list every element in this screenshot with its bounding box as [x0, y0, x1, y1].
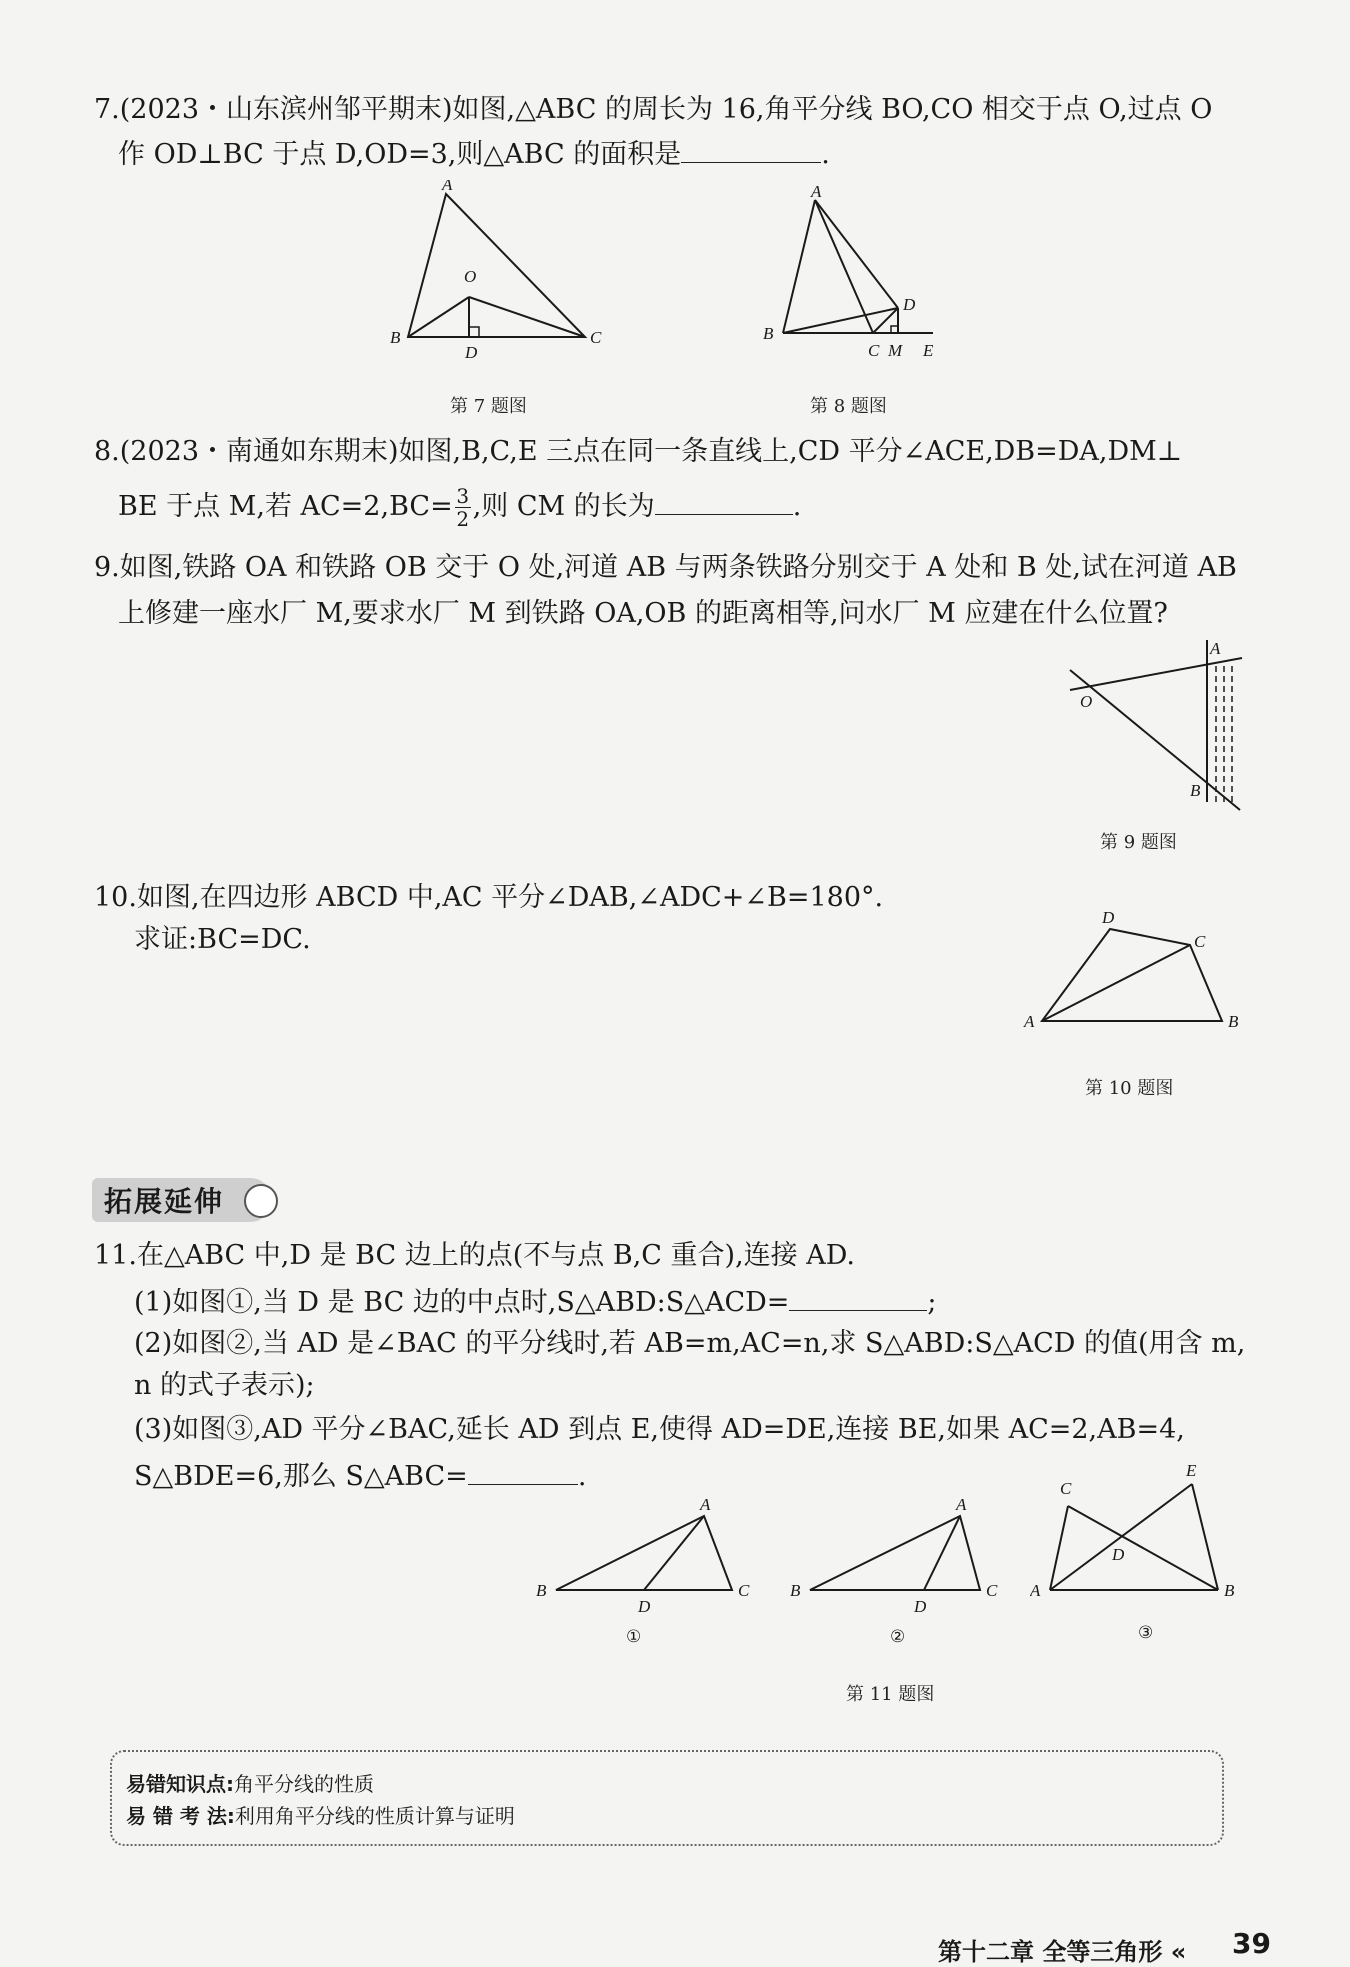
q9-figure [1050, 630, 1250, 820]
q11-fig3-ae [1050, 1484, 1192, 1590]
section-title: 拓展延伸 [104, 1185, 225, 1218]
q7-answer-blank[interactable] [681, 134, 821, 163]
q9-label-b: B [1190, 781, 1201, 800]
q8-label-d: D [903, 295, 916, 314]
q7-label-d: D [465, 343, 478, 362]
q11-part3b-text: S△BDE=6,那么 S△ABC= [134, 1461, 468, 1492]
q11-fig3-label-b: B [1224, 1581, 1235, 1600]
q8-line1: 8.(2023・南通如东期末)如图,B,C,E 三点在同一条直线上,CD 平分∠ACE,DB=DA,DM⊥ [94, 436, 1183, 467]
note-method-text: 利用角平分线的性质计算与证明 [234, 1804, 515, 1828]
note-knowledge-text: 角平分线的性质 [234, 1772, 374, 1796]
q8-bd [783, 308, 898, 333]
q11-fig1-ad [644, 1516, 704, 1590]
q8-fraction [455, 486, 471, 529]
q10-label-b: B [1228, 1012, 1239, 1031]
q11-figure-caption: 第 11 题图 [846, 1684, 935, 1705]
q7-co [469, 297, 585, 337]
q10-line1: 10.如图,在四边形 ABCD 中,AC 平分∠DAB,∠ADC+∠B=180°. [94, 882, 884, 913]
q7-line2-text: 作 OD⊥BC 于点 D,OD=3,则△ABC 的面积是 [118, 139, 682, 170]
q11-figure-1 [530, 1480, 770, 1650]
q11-part1-end: ; [927, 1287, 937, 1318]
q11-figure-3 [1030, 1460, 1250, 1640]
q8-label-c: C [868, 341, 880, 360]
q9-railway-ob [1070, 670, 1240, 810]
q11-part3b [134, 1456, 586, 1495]
q8-right-angle [891, 326, 898, 333]
q9-line1: 9.如图,铁路 OA 和铁路 OB 交于 O 处,河道 AB 与两条铁路分别交于 A 处和 B 处,试在河道 AB [94, 552, 1237, 583]
q10-figure [1020, 905, 1250, 1035]
q7-label-b: B [390, 328, 401, 347]
q8-frac-den: 2 [456, 507, 470, 531]
q8-figure [755, 186, 955, 366]
q11-fig2-label-a: A [956, 1495, 967, 1514]
q11-fig3-eb [1192, 1484, 1218, 1590]
q7-label-a: A [442, 180, 453, 194]
q11-part1-text: (1)如图①,当 D 是 BC 边的中点时,S△ABD:S△ACD= [134, 1287, 790, 1318]
q8-frac-num: 3 [456, 484, 470, 508]
q8-line2 [118, 486, 801, 529]
q11-fig1-label-c: C [738, 1581, 750, 1600]
q7-figure [380, 180, 620, 370]
q8-label-b: B [763, 324, 774, 343]
q11-part1 [134, 1282, 937, 1321]
q7-end: . [821, 139, 830, 170]
q11-part3a: (3)如图③,AD 平分∠BAC,延长 AD 到点 E,使得 AD=DE,连接 BE,如果 AC=2,AB=4, [134, 1414, 1185, 1445]
q9-label-a: A [1210, 639, 1221, 658]
q7-label-o: O [464, 267, 477, 286]
q11-part3-end: . [577, 1461, 587, 1492]
q11-fig2-number: ② [890, 1627, 906, 1646]
q11-fig1-label-a: A [700, 1495, 711, 1514]
q11-fig2-label-c: C [986, 1581, 998, 1600]
q11-fig3-label-a: A [1030, 1581, 1041, 1600]
q7-triangle [408, 194, 585, 337]
q11-fig2-label-b: B [790, 1581, 801, 1600]
q8-label-e: E [923, 341, 934, 360]
q11-fig3-label-d: D [1112, 1545, 1125, 1564]
q8-ac [815, 200, 873, 333]
q8-line2b: ,则 CM 的长为 [472, 491, 655, 522]
q7-line1: 7.(2023・山东滨州邹平期末)如图,△ABC 的周长为 16,角平分线 BO,CO 相交于点 O,过点 O [94, 94, 1213, 125]
q11-part2b: n 的式子表示); [134, 1370, 315, 1401]
q8-label-a: A [811, 186, 822, 201]
note-test-method [126, 1800, 515, 1829]
q9-figure-caption: 第 9 题图 [1100, 832, 1177, 853]
q9-label-o: O [1080, 692, 1093, 711]
q8-figure-caption: 第 8 题图 [810, 396, 887, 417]
q11-fig3-number: ③ [1138, 1623, 1154, 1640]
q10-figure-caption: 第 10 题图 [1085, 1078, 1174, 1099]
q9-line2: 上修建一座水厂 M,要求水厂 M 到铁路 OA,OB 的距离相等,问水厂 M 应建在什么位置? [118, 598, 1168, 629]
q11-fig3-label-e: E [1186, 1461, 1197, 1480]
note-method-label: 易 错 考 法: [126, 1804, 235, 1828]
q10-diagonal-ac [1042, 945, 1190, 1021]
q8-end: . [792, 491, 802, 522]
q11-fig1-label-d: D [638, 1597, 651, 1616]
q11-fig2-label-d: D [914, 1597, 927, 1616]
q9-railway-oa [1070, 658, 1242, 690]
q11-fig1-triangle [556, 1516, 732, 1590]
q7-right-angle [469, 327, 479, 337]
q8-ad [815, 200, 898, 308]
q11-fig2-ad [924, 1516, 960, 1590]
chapter-footer: 第十二章 全等三角形 « [938, 1938, 1187, 1966]
lightbulb-icon [244, 1184, 278, 1218]
q11-fig3-label-c: C [1060, 1479, 1072, 1498]
q8-line2a: BE 于点 M,若 AC=2,BC= [118, 491, 453, 522]
q11-fig1-number: ① [626, 1627, 642, 1646]
page-number: 39 [1232, 1927, 1271, 1960]
note-knowledge-point [126, 1768, 374, 1797]
q11-line1: 11.在△ABC 中,D 是 BC 边上的点(不与点 B,C 重合),连接 AD. [94, 1240, 856, 1271]
q8-answer-blank[interactable] [655, 486, 793, 515]
q10-label-d: D [1102, 908, 1115, 927]
q8-label-m: M [888, 341, 903, 360]
q10-label-a: A [1024, 1012, 1035, 1031]
q11-fig1-label-b: B [536, 1581, 547, 1600]
q11-figure-2 [784, 1480, 1024, 1650]
q11-part2a: (2)如图②,当 AD 是∠BAC 的平分线时,若 AB=m,AC=n,求 S△ABD:S△ACD 的值(用含 m, [134, 1328, 1246, 1359]
q7-figure-caption: 第 7 题图 [450, 396, 527, 417]
q7-label-c: C [590, 328, 602, 347]
q11-part1-blank[interactable] [789, 1282, 927, 1311]
note-knowledge-label: 易错知识点: [126, 1772, 234, 1796]
q7-line2 [118, 134, 830, 173]
q8-ab [783, 200, 815, 333]
q10-label-c: C [1194, 932, 1206, 951]
q11-fig3-cb [1068, 1506, 1218, 1590]
error-notes-box [110, 1750, 1224, 1846]
q10-line2: 求证:BC=DC. [134, 924, 311, 955]
